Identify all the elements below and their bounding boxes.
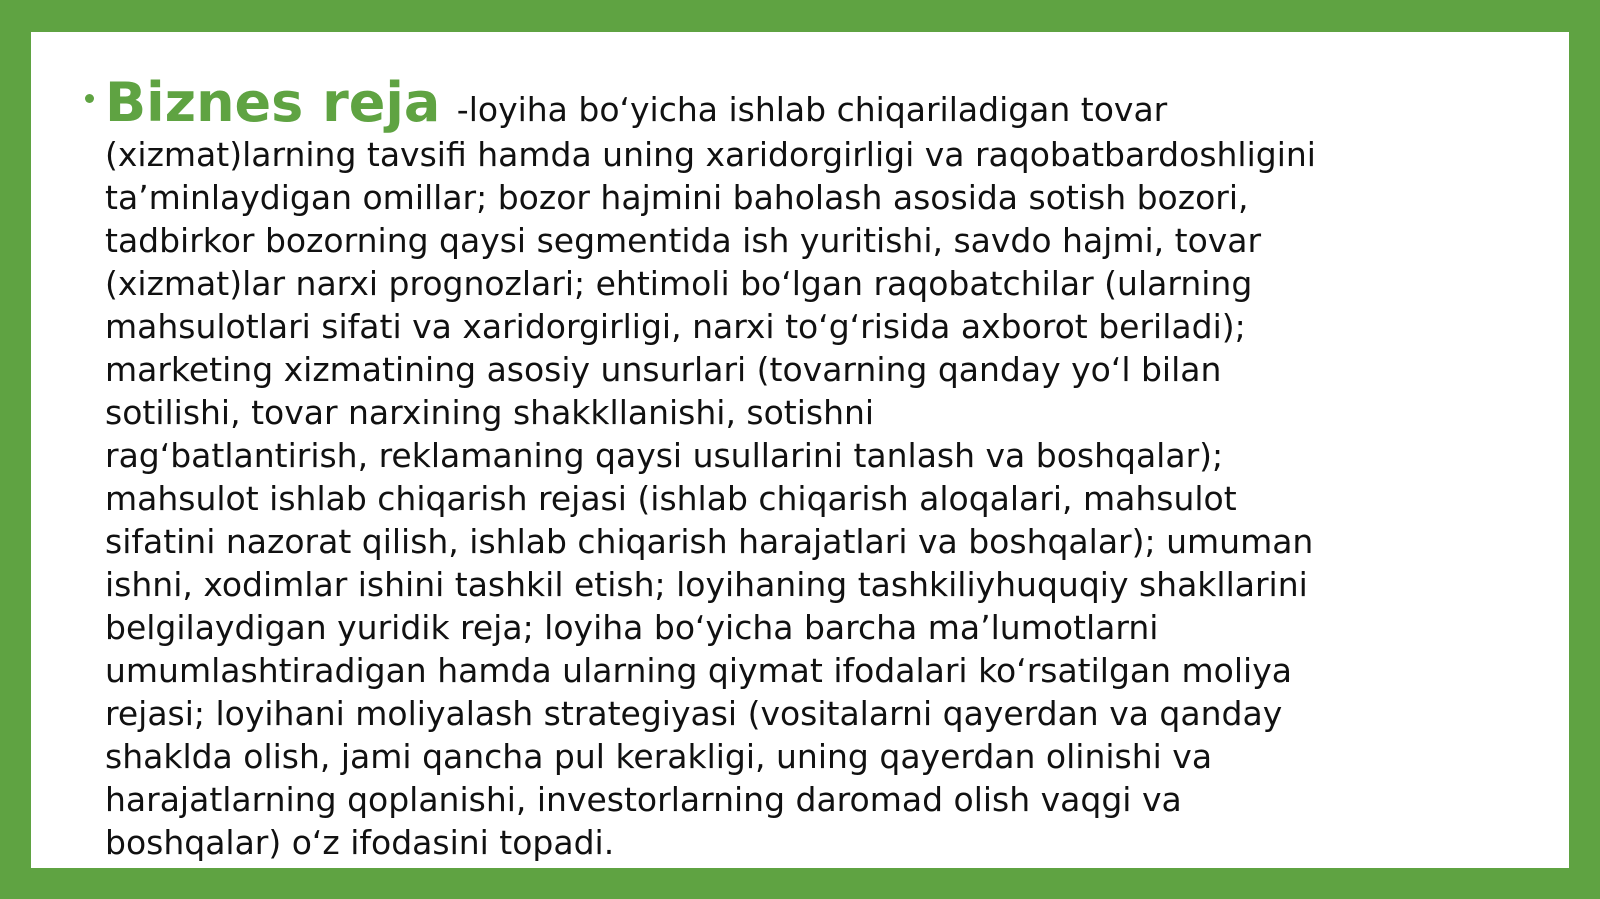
term-heading: Biznes reja	[105, 71, 441, 134]
text-line: rag‘batlantirish, reklamaning qaysi usullarini tanlash va boshqalar);	[105, 436, 1224, 475]
text-line: sifatini nazorat qilish, ishlab chiqarish harajatlari va boshqalar); umuman	[105, 522, 1314, 561]
text-line: tadbirkor bozorning qaysi segmentida ish yuritishi, savdo hajmi, tovar	[105, 221, 1262, 260]
text-line: (xizmat)lar narxi prognozlari; ehtimoli bo‘lgan raqobatchilar (ularning	[105, 264, 1253, 303]
text-line: (xizmat)larning tavsifi hamda uning xaridorgirligi va raqobatbardoshligini	[105, 135, 1316, 174]
text-line: belgilaydigan yuridik reja; loyiha bo‘yicha barcha ma’lumotlarni	[105, 608, 1159, 647]
text-line: ishni, xodimlar ishini tashkil etish; loyihaning tashkiliyhuquqiy shakllarini	[105, 565, 1308, 604]
slide	[31, 32, 1569, 868]
text-line: harajatlarning qoplanishi, investorlarning daromad olish vaqgi va	[105, 780, 1182, 819]
text-line: marketing xizmatining asosiy unsurlari (tovarning qanday yo‘l bilan	[105, 350, 1222, 389]
paragraph	[105, 72, 1525, 864]
text-line: mahsulotlari sifati va xaridorgirligi, narxi to‘g‘risida axborot beriladi);	[105, 307, 1246, 346]
text-line: mahsulot ishlab chiqarish rejasi (ishlab chiqarish aloqalari, mahsulot	[105, 479, 1237, 518]
text-line: boshqalar) o‘z ifodasini topadi.	[105, 823, 615, 862]
bullet-icon	[85, 94, 94, 103]
text-line: ta’minlaydigan omillar; bozor hajmini baholash asosida sotish bozori,	[105, 178, 1249, 217]
text-line: sotilishi, tovar narxining shakkllanishi, sotishni	[105, 393, 875, 432]
text-line: shaklda olish, jami qancha pul kerakligi, uning qayerdan olinishi va	[105, 737, 1213, 776]
text-line: umumlashtiradigan hamda ularning qiymat ifodalari ko‘rsatilgan moliya	[105, 651, 1292, 690]
definition-start: -loyiha bo‘yicha ishlab chiqariladigan tovar	[446, 90, 1168, 129]
text-line-1	[105, 72, 1525, 141]
text-line: rejasi; loyihani moliyalash strategiyasi (vositalarni qayerdan va qanday	[105, 694, 1283, 733]
